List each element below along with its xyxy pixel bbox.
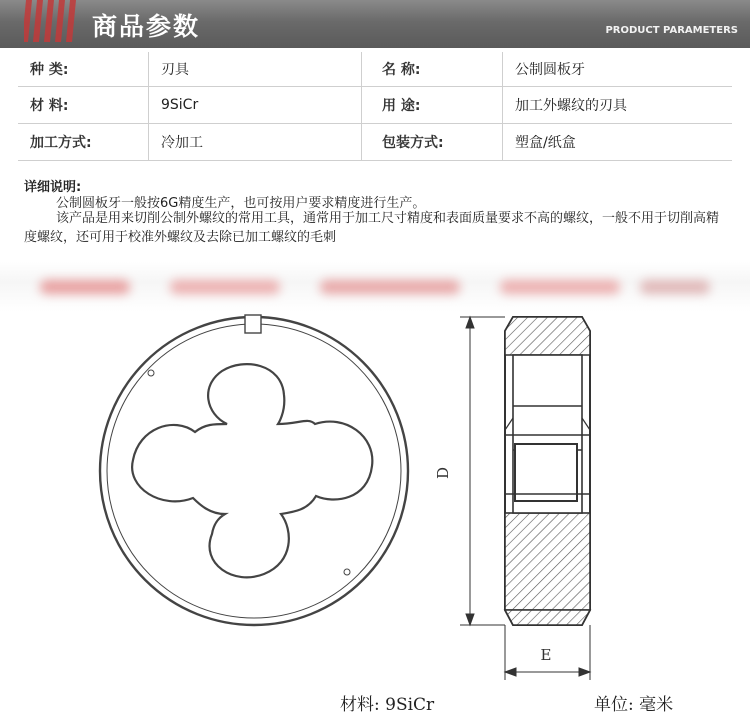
param-value: 刃具 — [149, 52, 362, 87]
param-value: 冷加工 — [149, 124, 362, 161]
param-label: 用 途: — [362, 87, 503, 124]
die-front-view — [100, 315, 408, 625]
header-banner — [0, 0, 750, 48]
param-label: 种 类: — [18, 52, 149, 87]
table-row — [18, 87, 732, 124]
description — [18, 164, 732, 264]
material-caption: 材料: 9SiCr — [340, 695, 435, 715]
stripes-decoration — [24, 0, 80, 42]
description-line-2: 该产品是用来切削公制外螺纹的常用工具，通常用于加工尺寸精度和表面质量要求不高的螺纹，一般不用于切削高精度螺纹，还可用于校准外螺纹及去除已加工螺纹的毛刺 — [24, 211, 720, 245]
param-label: 名 称: — [362, 52, 503, 87]
section-subtitle: PRODUCT PARAMETERS — [605, 25, 738, 36]
param-value: 9SiCr — [149, 87, 362, 124]
param-value: 加工外螺纹的刃具 — [503, 87, 733, 124]
section-title: 商品参数 — [92, 12, 201, 41]
params-table — [18, 52, 732, 161]
dimension-d-label: D — [434, 466, 452, 480]
unit-caption: 单位: 毫米 — [594, 695, 674, 715]
param-label: 加工方式: — [18, 124, 149, 161]
dimension-e-label: E — [540, 646, 552, 664]
param-label: 材 料: — [18, 87, 149, 124]
description-line-1: 公制圆板牙一般按6G精度生产，也可按用户要求精度进行生产。 — [56, 196, 426, 211]
table-row — [18, 52, 732, 87]
die-side-view — [460, 317, 590, 680]
param-value: 公制圆板牙 — [503, 52, 733, 87]
table-row — [18, 124, 732, 161]
param-value: 塑盒/纸盒 — [503, 124, 733, 161]
param-label: 包装方式: — [362, 124, 503, 161]
description-heading: 详细说明: — [24, 180, 82, 195]
die-technical-drawing — [0, 300, 750, 715]
thread-opening — [132, 364, 372, 577]
